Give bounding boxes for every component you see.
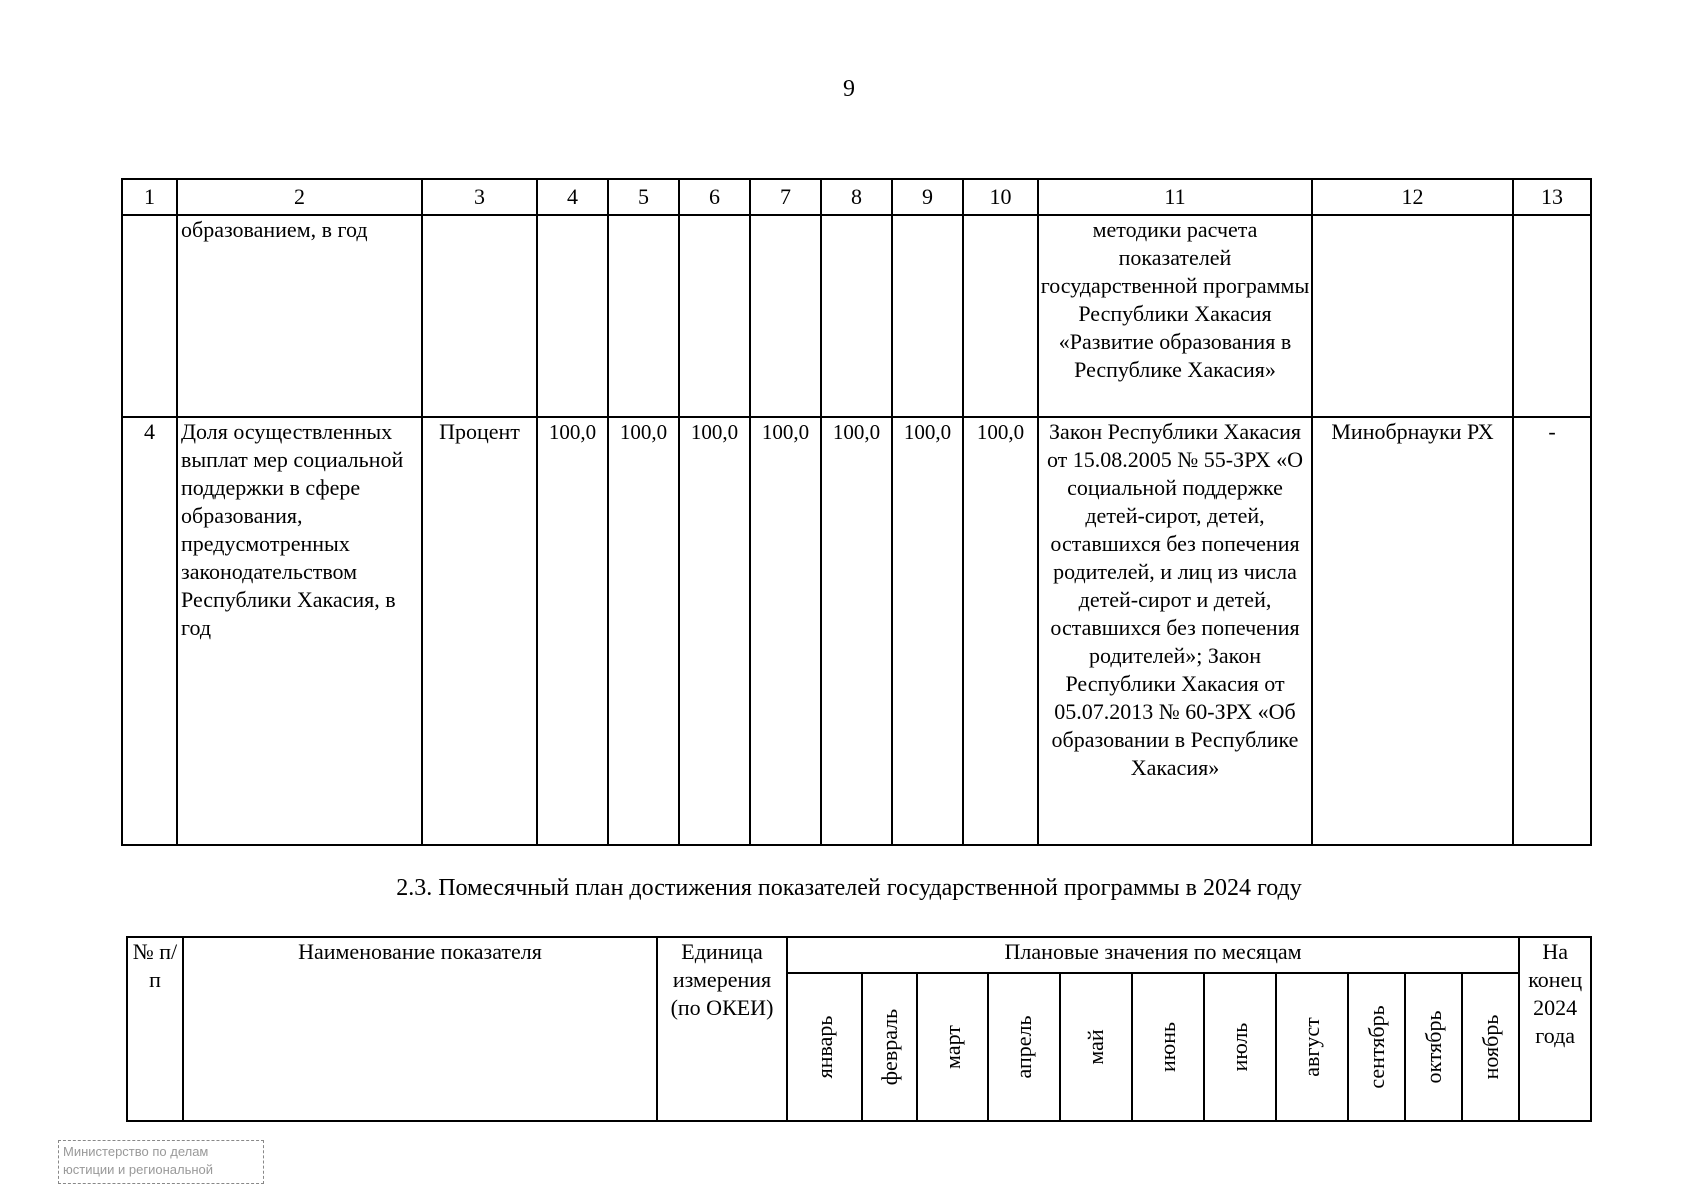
table-cell: Процент [422,417,537,845]
col-header: 9 [892,179,963,215]
table-cell: Закон Республики Хакасия от 15.08.2005 № 55-ЗРХ «О социальной поддержке детей-сирот, детей, оставшихся без попечения родителей, и лиц из числа детей-сирот и детей, оставшихся без попечения родителей»; Закон Республики Хакасия от 05.07.2013 № 60-ЗРХ «Об образовании в Республике Хакасия» [1038,417,1312,845]
month-label: октябрь [1420,1010,1446,1084]
col-header-end: На конец 2024 года [1519,937,1591,1121]
table-cell [1312,215,1513,417]
col-header: 4 [537,179,608,215]
table-cell [750,215,821,417]
col-header-name: Наименование показателя [183,937,657,1121]
col-header-unit: Единица измерения (по ОКЕИ) [657,937,787,1121]
indicators-table [121,178,1592,846]
table-cell: 100,0 [821,417,892,845]
col-header: 6 [679,179,750,215]
month-label: ноябрь [1477,1014,1503,1080]
table-cell [963,215,1038,417]
month-header [1204,973,1276,1121]
table-cell: 100,0 [608,417,679,845]
table-header-row [127,937,1591,973]
col-header: 5 [608,179,679,215]
month-label: сентябрь [1363,1005,1389,1089]
month-header [1132,973,1204,1121]
table-cell [422,215,537,417]
col-header: 11 [1038,179,1312,215]
table-row [122,417,1591,845]
table-cell: методики расчета показателей государственной программы Республики Хакасия «Развитие образования в Республике Хакасия» [1038,215,1312,417]
col-header: 7 [750,179,821,215]
table-cell: Минобрнауки РХ [1312,417,1513,845]
month-header [1276,973,1348,1121]
table-row [122,215,1591,417]
table-cell [821,215,892,417]
table-cell [1513,215,1591,417]
table-cell: - [1513,417,1591,845]
ministry-stamp: Министерство по делам юстиции и региональной [58,1140,264,1184]
table-cell: образованием, в год [177,215,422,417]
month-label: май [1083,1029,1108,1065]
month-header [1060,973,1132,1121]
col-header: 1 [122,179,177,215]
month-label: март [939,1025,965,1069]
month-header [917,973,988,1121]
month-header [862,973,917,1121]
table-cell: 100,0 [892,417,963,845]
page-number: 9 [843,76,855,102]
monthly-plan-table [126,936,1592,1122]
month-label: август [1299,1017,1324,1077]
month-label: февраль [876,1008,902,1086]
col-header: 3 [422,179,537,215]
col-header: 8 [821,179,892,215]
table-cell [122,215,177,417]
month-label: июль [1227,1022,1252,1072]
month-header [1348,973,1405,1121]
table-cell: 100,0 [679,417,750,845]
table-header-row [122,179,1591,215]
table-cell [892,215,963,417]
section-title: 2.3. Помесячный план достижения показателей государственной программы в 2024 году [396,875,1302,901]
month-header [988,973,1060,1121]
month-label: апрель [1011,1015,1036,1079]
table-cell [537,215,608,417]
col-header: 2 [177,179,422,215]
month-header [1405,973,1462,1121]
table-cell: 100,0 [537,417,608,845]
col-header-num: № п/п [127,937,183,1121]
month-header [787,973,862,1121]
table-cell [679,215,750,417]
month-label: июнь [1155,1021,1180,1073]
col-header: 12 [1312,179,1513,215]
month-header [1462,973,1519,1121]
table-cell: 100,0 [963,417,1038,845]
col-header: 10 [963,179,1038,215]
col-header: 13 [1513,179,1591,215]
table-cell [608,215,679,417]
col-header-months-group: Плановые значения по месяцам [787,937,1519,973]
table-cell: 100,0 [750,417,821,845]
table-cell: Доля осуществленных выплат мер социальной поддержки в сфере образования, предусмотренных законодательством Республики Хакасия, в год [177,417,422,845]
month-label: январь [811,1015,837,1079]
table-cell: 4 [122,417,177,845]
